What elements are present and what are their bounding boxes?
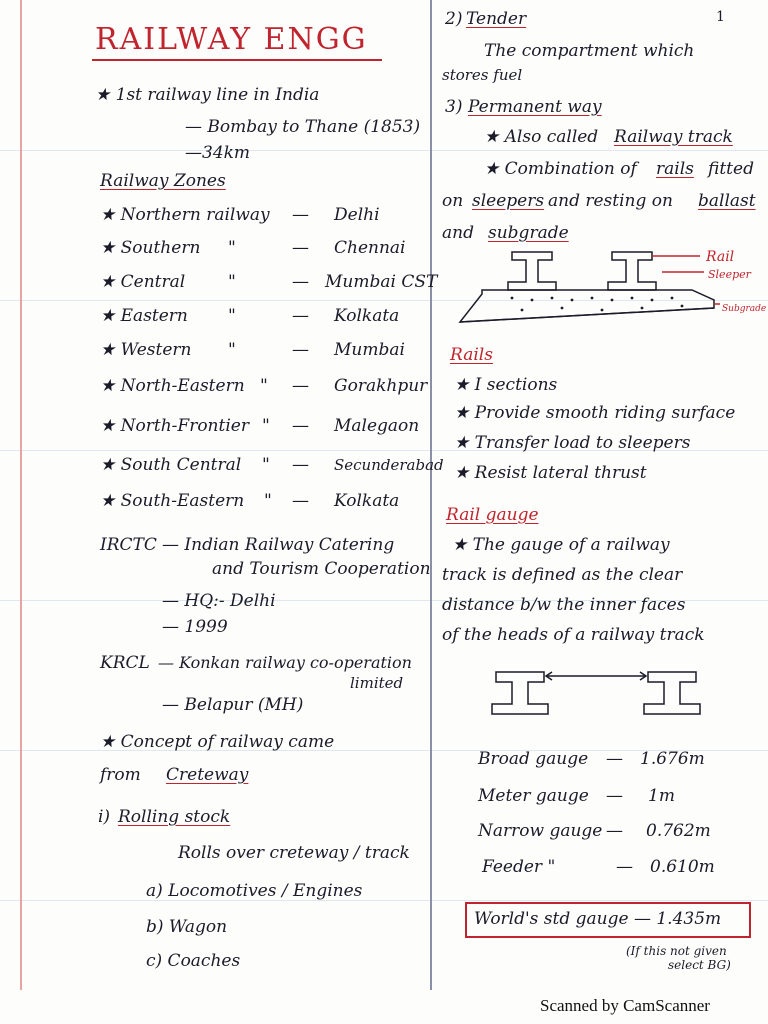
- zone-hq: Secunderabad: [334, 456, 444, 474]
- zone-hq: Malegaon: [334, 416, 420, 436]
- gauge-type-value: 0.762m: [646, 821, 711, 841]
- page-title: RAILWAY ENGG: [95, 22, 368, 57]
- zone-dash: —: [292, 416, 309, 436]
- zone-dash: —: [292, 306, 309, 326]
- gauge-rail-left: [492, 672, 548, 714]
- rails-item: ★ I sections: [454, 375, 558, 395]
- gauge-type-name: Broad gauge: [478, 749, 589, 769]
- irctc-abbr: IRCTC: [100, 535, 157, 555]
- zone-hq: Gorakhpur: [334, 376, 428, 396]
- permanent-heading: Permanent way: [468, 97, 602, 117]
- concept-line1: ★ Concept of railway came: [100, 732, 335, 752]
- rail-gauge-heading: Rail gauge: [446, 505, 539, 525]
- gauge-type-dash: —: [606, 821, 623, 841]
- column-divider: [430, 0, 432, 990]
- zone-hq: Kolkata: [334, 306, 400, 326]
- page-number: 1: [716, 9, 725, 25]
- creteway-word: Creteway: [166, 765, 249, 785]
- gauge-type-value: 1.676m: [640, 749, 705, 769]
- gauge-type-name: Narrow gauge: [478, 821, 603, 841]
- zone-ditto: ": [228, 340, 236, 360]
- gauge-type-dash: —: [606, 786, 623, 806]
- zone-name: ★ Western: [100, 340, 192, 360]
- irctc-hq: — HQ:- Delhi: [162, 591, 276, 611]
- rolling-heading: Rolling stock: [118, 807, 231, 827]
- subgrade-word: subgrade: [488, 223, 569, 243]
- zone-name: ★ South Central: [100, 455, 242, 475]
- subgrade-line: [460, 308, 714, 322]
- diagram-label-subgrade: Subgrade: [722, 304, 767, 314]
- gauge-type-name: Feeder ": [482, 857, 556, 877]
- zone-dash: —: [292, 491, 309, 511]
- krcl-full-line1: — Konkan railway co-operation: [158, 653, 412, 672]
- world-std-gauge: World's std gauge — 1.435m: [474, 909, 722, 929]
- permanent-b2-prefix: ★ Combination of: [484, 159, 637, 179]
- gauge-note-line2: select BG): [668, 958, 731, 972]
- zone-ditto: ": [262, 455, 270, 475]
- krcl-abbr: KRCL: [100, 653, 150, 673]
- zone-hq: Mumbai: [334, 340, 405, 360]
- permanent-b2-suffix: fitted: [708, 159, 754, 179]
- camscanner-footer: Scanned by CamScanner: [540, 996, 710, 1015]
- rails-item: ★ Transfer load to sleepers: [454, 433, 691, 453]
- title-underline: [92, 59, 382, 61]
- zone-hq: Delhi: [334, 205, 380, 225]
- rolling-heading-num: i): [98, 807, 111, 827]
- rule-line: [0, 150, 768, 151]
- zone-ditto: ": [264, 491, 272, 511]
- sleepers-word: sleepers: [472, 191, 545, 211]
- gauge-definition-line: distance b/w the inner faces: [442, 595, 686, 615]
- irctc-full-line2: and Tourism Cooperation: [212, 559, 431, 579]
- zone-dash: —: [292, 272, 309, 292]
- first-line-length: —34km: [185, 143, 251, 163]
- gauge-rail-right: [644, 672, 700, 714]
- zone-ditto: ": [228, 306, 236, 326]
- zone-hq: Kolkata: [334, 491, 400, 511]
- zone-name: ★ North-Frontier: [100, 416, 249, 436]
- gauge-type-value: 1m: [648, 786, 675, 806]
- zone-hq: Mumbai CST: [325, 272, 438, 292]
- zone-dash: —: [292, 376, 309, 396]
- zone-name: ★ Eastern: [100, 306, 188, 326]
- margin-line: [20, 0, 22, 990]
- rails-word: rails: [656, 159, 694, 179]
- zones-heading: Railway Zones: [100, 171, 226, 191]
- rails-item: ★ Provide smooth riding surface: [454, 403, 736, 423]
- rolling-desc: Rolls over creteway / track: [178, 843, 410, 863]
- concept-line2-prefix: from: [100, 765, 141, 785]
- zone-ditto: ": [260, 376, 268, 396]
- rails-heading: Rails: [450, 345, 493, 365]
- zone-name: ★ North-Eastern: [100, 376, 245, 396]
- krcl-full-line2: limited: [350, 674, 404, 692]
- railway-track-word: Railway track: [614, 127, 733, 147]
- permanent-l3-prefix: on: [442, 191, 464, 211]
- gauge-definition-line: of the heads of a railway track: [442, 625, 705, 645]
- rail-section-right: [608, 252, 656, 290]
- zone-dash: —: [292, 238, 309, 258]
- rail-gauge-diagram: [486, 664, 710, 726]
- zone-name: ★ South-Eastern: [100, 491, 245, 511]
- krcl-hq: — Belapur (MH): [162, 695, 304, 715]
- rail-section-left: [508, 252, 556, 290]
- rolling-item: a) Locomotives / Engines: [146, 881, 363, 901]
- tender-heading: Tender: [466, 9, 527, 29]
- zone-name: ★ Central: [100, 272, 186, 292]
- gauge-type-dash: —: [616, 857, 633, 877]
- permanent-heading-num: 3): [445, 97, 463, 117]
- gauge-type-name: Meter gauge: [478, 786, 589, 806]
- irctc-full-line1: — Indian Railway Catering: [162, 535, 395, 555]
- zone-ditto: ": [228, 238, 236, 258]
- zone-hq: Chennai: [334, 238, 406, 258]
- first-line-route: — Bombay to Thane (1853): [185, 117, 421, 137]
- sleeper-ballast: [460, 290, 714, 322]
- rolling-item: b) Wagon: [146, 917, 228, 937]
- zone-ditto: ": [262, 416, 270, 436]
- zone-name: ★ Northern railway: [100, 205, 270, 225]
- permanent-b1-prefix: ★ Also called: [484, 127, 599, 147]
- gauge-note-line1: (If this not given: [626, 944, 727, 958]
- gauge-definition-line: ★ The gauge of a railway: [452, 535, 670, 555]
- irctc-year: — 1999: [162, 617, 228, 637]
- tender-line1: The compartment which: [484, 41, 695, 61]
- rails-item: ★ Resist lateral thrust: [454, 463, 647, 483]
- gauge-type-value: 0.610m: [650, 857, 715, 877]
- first-line-text: ★ 1st railway line in India: [95, 85, 320, 105]
- gauge-type-dash: —: [606, 749, 623, 769]
- tender-heading-num: 2): [445, 9, 463, 29]
- rolling-item: c) Coaches: [146, 951, 241, 971]
- zone-ditto: ": [228, 272, 236, 292]
- gauge-definition-line: track is defined as the clear: [442, 565, 683, 585]
- zone-dash: —: [292, 340, 309, 360]
- zone-name: ★ Southern: [100, 238, 201, 258]
- zone-dash: —: [292, 205, 309, 225]
- zone-dash: —: [292, 455, 309, 475]
- ballast-word: ballast: [698, 191, 756, 211]
- permanent-l3-mid: and resting on: [548, 191, 673, 211]
- diagram-label-sleeper: Sleeper: [708, 268, 751, 281]
- permanent-l4-prefix: and: [442, 223, 474, 243]
- diagram-label-rail: Rail: [706, 249, 735, 265]
- rule-line: [0, 900, 768, 901]
- tender-line2: stores fuel: [442, 66, 523, 84]
